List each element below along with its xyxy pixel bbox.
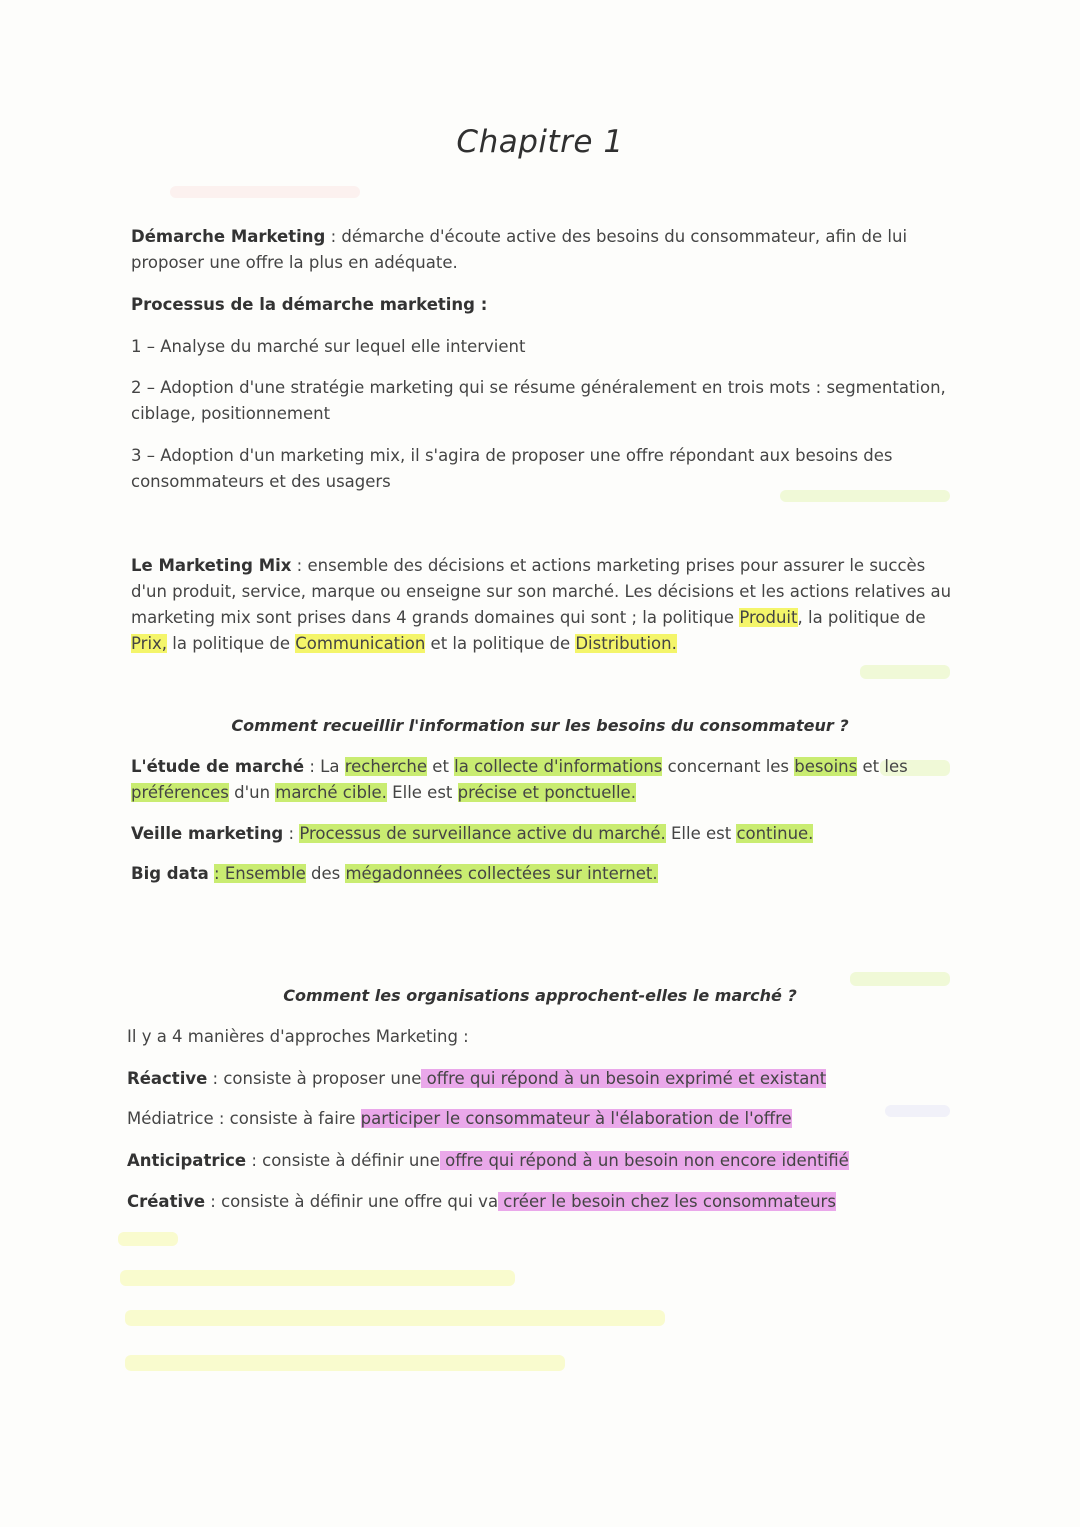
term-veille-marketing: Veille marketing [131,824,284,843]
definition-big-data [131,861,961,887]
bleed-mark [125,1355,565,1371]
term-reactive: Réactive [127,1069,208,1088]
approche-creative [127,1189,957,1215]
section-heading-information: Comment recueillir l'information sur les besoins du consommateur ? [231,716,849,735]
highlight: la collecte d'informations [454,757,663,776]
text-fragment: : consiste à définir une [246,1151,440,1170]
highlight-produit: Produit [739,608,798,627]
highlight-prix: Prix, [131,634,168,653]
text-fragment: : consiste à définir une offre qui va [205,1192,499,1211]
text-fragment: et les [857,757,908,776]
term-mediatrice: Médiatrice [127,1109,214,1128]
definition-etude-de-marche [131,754,961,806]
highlight-communication: Communication [295,634,426,653]
text-fragment: Elle est [386,783,458,802]
highlight: recherche [344,757,428,776]
definition-marketing-mix [131,553,961,657]
approches-intro: Il y a 4 manières d'approches Marketing : [127,1027,469,1046]
step-3: 3 – Adoption d'un marketing mix, il s'agira de proposer une offre répondant aux besoins des consommateurs et des usagers [131,446,893,491]
definition-demarche [131,224,961,276]
term-big-data: Big data [131,864,209,883]
highlight: participer le consommateur à l'élaboration de l'offre [360,1109,792,1128]
term-marketing-mix: Le Marketing Mix [131,556,292,575]
section-heading-approches: Comment les organisations approchent-elles le marché ? [283,986,797,1005]
bleed-mark [170,186,360,198]
highlight: précise et ponctuelle. [457,783,636,802]
step-1: 1 – Analyse du marché sur lequel elle intervient [131,337,526,356]
highlight: offre qui répond à un besoin non encore identifié [439,1151,849,1170]
term-anticipatrice: Anticipatrice [127,1151,247,1170]
approche-reactive [127,1066,957,1092]
term-etude-de-marche: L'étude de marché [131,757,305,776]
highlight: : Ensemble [214,864,306,883]
mix-text: : ensemble des décisions et actions marketing prises pour assurer le succès d'un produit, service, marque ou enseigne sur son marché. Les décisions et les actions relatives au marketing mix sont prises dans 4 grands domaines qui sont ; la politique [131,556,952,627]
approche-mediatrice [127,1106,957,1132]
highlight: marché cible. [275,783,387,802]
term-creative: Créative [127,1192,206,1211]
highlight-distribution: Distribution. [575,634,677,653]
processus-heading: Processus de la démarche marketing : [131,295,488,314]
bleed-mark [118,1232,178,1246]
mix-text: et la politique de [425,634,576,653]
term-demarche: Démarche Marketing [131,227,326,246]
definition-veille-marketing [131,821,961,847]
highlight: mégadonnées collectées sur internet. [345,864,658,883]
text-fragment: : consiste à proposer une [207,1069,422,1088]
text-fragment: d'un [228,783,276,802]
text-fragment: : consiste à faire [213,1109,361,1128]
mix-text: , la politique de [797,608,926,627]
highlight: continue. [736,824,814,843]
highlight: Processus de surveillance active du marché. [299,824,666,843]
text-fragment: concernant les [662,757,795,776]
highlight: besoins [794,757,858,776]
text-fragment: des [305,864,346,883]
bleed-mark [120,1270,515,1286]
text-fragment: : La [304,757,345,776]
text-fragment: et [427,757,455,776]
highlight: créer le besoin chez les consommateurs [498,1192,836,1211]
text-fragment: Elle est [665,824,737,843]
approche-anticipatrice [127,1148,957,1174]
page-title: Chapitre 1 [456,124,624,160]
definition-text: : démarche d'écoute active des besoins du consommateur, afin de lui proposer une offre la plus en adéquate. [131,227,908,272]
bleed-mark [125,1310,665,1326]
text-fragment: : [283,824,300,843]
bleed-mark [850,972,950,986]
mix-text: la politique de [167,634,296,653]
step-2: 2 – Adoption d'une stratégie marketing qui se résume généralement en trois mots : segmentation, ciblage, positionnement [131,378,946,423]
bleed-mark [860,665,950,679]
highlight: préférences [131,783,229,802]
highlight: offre qui répond à un besoin exprimé et existant [421,1069,827,1088]
